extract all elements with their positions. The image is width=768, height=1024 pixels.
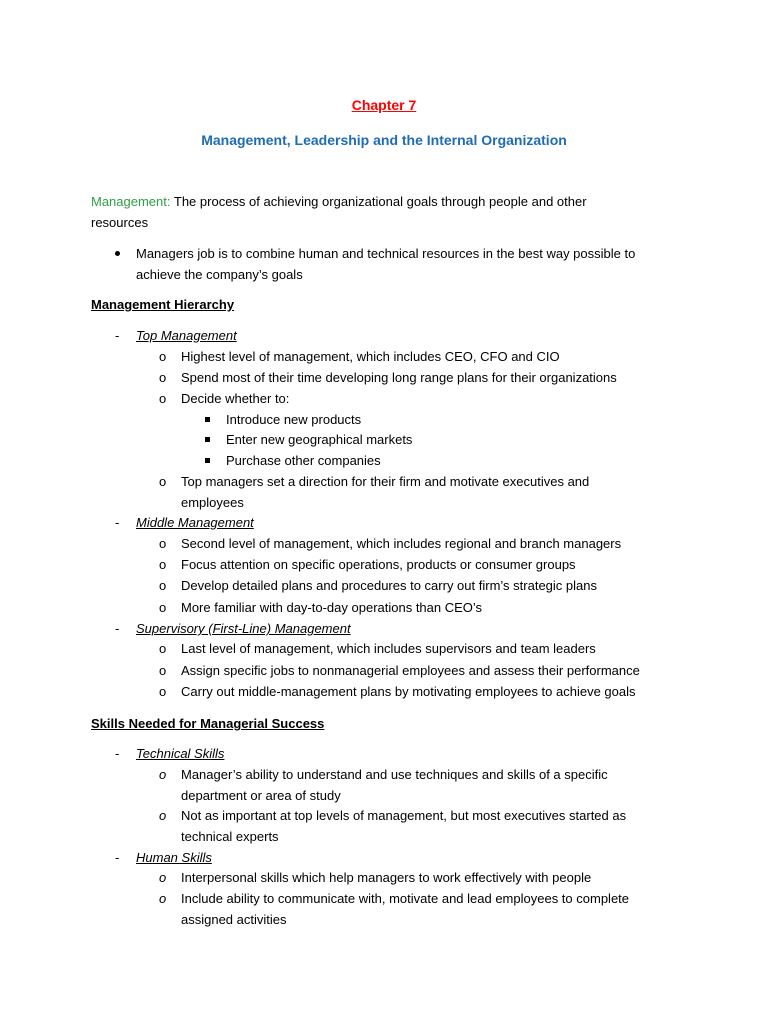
sub-list-item: Purchase other companies [226,453,381,468]
definition-line [91,194,587,210]
intro-bullet-text-cont: achieve the company’s goals [136,267,303,282]
level-middle-management: Middle Management [136,515,254,530]
skill-human: Human Skills [136,850,212,865]
square-bullet-icon [205,437,210,442]
list-item-cont: employees [181,495,244,510]
list-item: Focus attention on specific operations, products or consumer groups [181,557,576,572]
list-item: Assign specific jobs to nonmanagerial employees and assess their performance [181,663,640,678]
list-item: Include ability to communicate with, motivate and lead employees to complete [181,891,630,906]
level-supervisory-management: Supervisory (First-Line) Management [136,621,351,636]
definition-text-cont: resources [91,215,149,230]
document-subtitle: Management, Leadership and the Internal Organization [201,132,567,148]
circle-bullet-icon: o [159,370,167,385]
list-item-cont: department or area of study [181,788,341,803]
definition-text: The process of achieving organizational goals through people and other [173,194,587,209]
list-item: Develop detailed plans and procedures to carry out firm’s strategic plans [181,578,597,593]
circle-bullet-icon: o [159,474,167,489]
dash-icon: - [115,850,120,865]
intro-bullet-text: Managers job is to combine human and technical resources in the best way possible to [136,246,636,261]
circle-bullet-icon: o [159,767,167,782]
list-item: Carry out middle-management plans by motivating employees to achieve goals [181,684,636,699]
level-top-management: Top Management [136,328,237,343]
circle-bullet-icon: o [159,578,167,593]
sub-list-item: Introduce new products [226,412,362,427]
section-heading-skills: Skills Needed for Managerial Success [91,716,325,731]
list-item-cont: assigned activities [181,912,287,927]
square-bullet-icon [205,458,210,463]
section-heading-hierarchy: Management Hierarchy [91,297,235,312]
list-item: Spend most of their time developing long range plans for their organizations [181,370,617,385]
circle-bullet-icon: o [159,557,167,572]
list-item: Manager’s ability to understand and use techniques and skills of a specific [181,767,608,782]
circle-bullet-icon: o [159,663,167,678]
circle-bullet-icon: o [159,391,167,406]
list-item: Not as important at top levels of management, but most executives started as [181,808,627,823]
circle-bullet-icon: o [159,808,167,823]
definition-term: Management: [91,194,171,209]
chapter-title: Chapter 7 [351,97,417,113]
skill-technical: Technical Skills [136,746,225,761]
bullet-icon [115,251,120,256]
sub-list-item: Enter new geographical markets [226,432,413,447]
circle-bullet-icon: o [159,349,167,364]
list-item: Top managers set a direction for their firm and motivate executives and [181,474,590,489]
list-item: Interpersonal skills which help managers to work effectively with people [181,870,592,885]
square-bullet-icon [205,417,210,422]
circle-bullet-icon: o [159,641,167,656]
dash-icon: - [115,515,120,530]
circle-bullet-icon: o [159,600,167,615]
circle-bullet-icon: o [159,870,167,885]
dash-icon: - [115,746,120,761]
list-item: Second level of management, which includes regional and branch managers [181,536,622,551]
list-item-cont: technical experts [181,829,279,844]
circle-bullet-icon: o [159,891,167,906]
dash-icon: - [115,621,120,636]
circle-bullet-icon: o [159,536,167,551]
list-item: Last level of management, which includes supervisors and team leaders [181,641,596,656]
dash-icon: - [115,328,120,343]
list-item: Decide whether to: [181,391,290,406]
circle-bullet-icon: o [159,684,167,699]
list-item: More familiar with day-to-day operations than CEO’s [181,600,483,615]
list-item: Highest level of management, which includes CEO, CFO and CIO [181,349,560,364]
